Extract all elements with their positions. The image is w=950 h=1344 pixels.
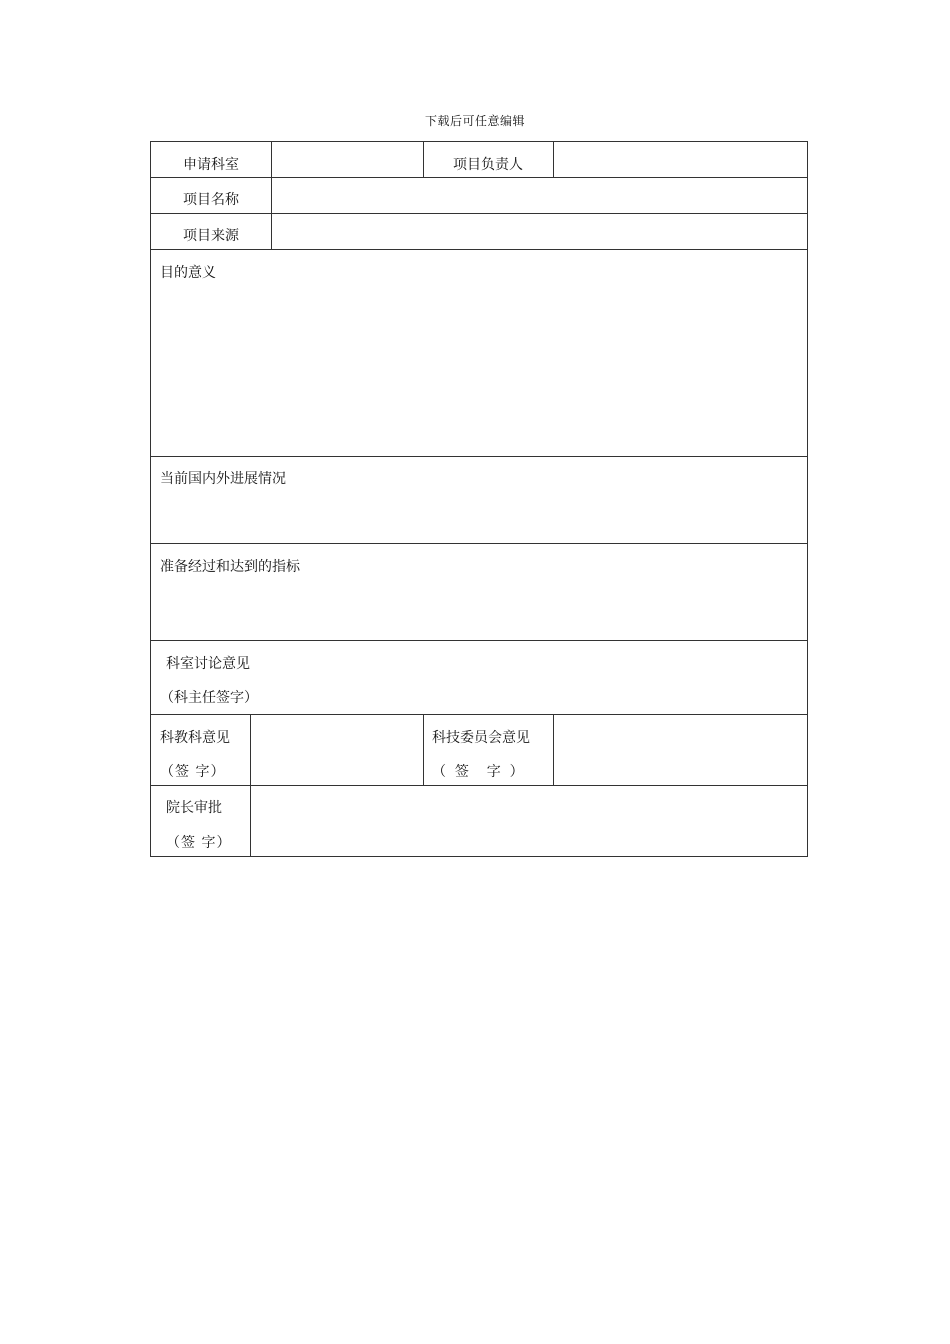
committee-opinion-field[interactable] (554, 715, 807, 784)
committee-sign-note: （ 签 字 ） (432, 764, 524, 780)
purpose-label: 目的意义 (160, 265, 216, 281)
president-approval-field[interactable] (251, 786, 807, 856)
indicators-field[interactable] (151, 580, 807, 639)
indicators-label: 准备经过和达到的指标 (160, 559, 300, 575)
dept-field[interactable] (272, 142, 422, 177)
header-note: 下载后可任意编辑 (424, 114, 525, 128)
project-source-field[interactable] (272, 214, 807, 249)
project-name-label: 项目名称 (183, 192, 239, 208)
president-sign-note: （签 字） (166, 835, 232, 851)
project-leader-field[interactable] (554, 142, 807, 177)
col-divider (423, 141, 424, 177)
row-divider (150, 543, 808, 544)
edu-dept-opinion-label: 科教科意见 (160, 730, 230, 746)
project-name-field[interactable] (272, 178, 807, 213)
col-divider (423, 714, 424, 785)
row-divider (150, 249, 808, 250)
progress-field[interactable] (151, 492, 807, 542)
row-divider (150, 456, 808, 457)
committee-opinion-label: 科技委员会意见 (432, 730, 530, 746)
project-source-label: 项目来源 (183, 228, 239, 244)
dept-head-sign-note: （科主任签字） (160, 690, 258, 706)
purpose-field[interactable] (151, 285, 807, 455)
edu-dept-sign-note: （签 字） (160, 764, 226, 780)
edu-dept-opinion-field[interactable] (251, 715, 422, 784)
dept-discussion-label: 科室讨论意见 (166, 656, 250, 672)
project-leader-label: 项目负责人 (453, 157, 523, 173)
president-approval-label: 院长审批 (166, 800, 222, 816)
progress-label: 当前国内外进展情况 (160, 471, 286, 487)
dept-label: 申请科室 (183, 157, 239, 173)
dept-discussion-field[interactable] (300, 641, 807, 713)
